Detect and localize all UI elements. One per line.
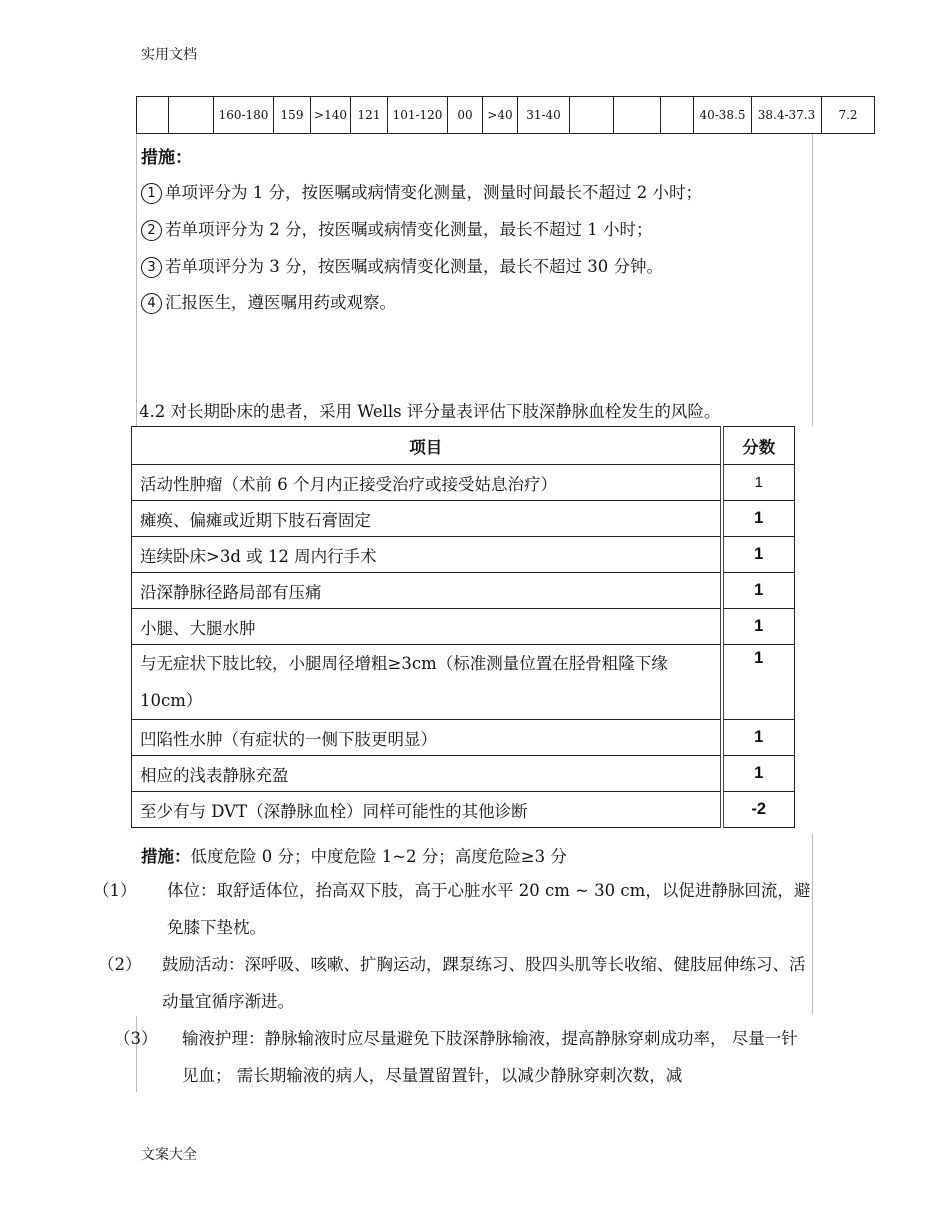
risk-levels — [141, 843, 567, 867]
care-item — [93, 872, 814, 946]
vitals-cell: 101-120 — [388, 97, 448, 133]
table-header-row — [132, 427, 795, 465]
wells-score-table — [131, 426, 795, 828]
row-score: 1 — [722, 756, 795, 792]
care-item — [98, 946, 814, 1020]
row-item: 连续卧床>3d 或 12 周内行手术 — [132, 537, 722, 573]
header-item: 项目 — [132, 427, 722, 465]
row-score: 1 — [722, 645, 795, 720]
row-score: 1 — [722, 720, 795, 756]
row-item: 小腿、大腿水肿 — [132, 609, 722, 645]
measures-frame — [136, 134, 813, 426]
measures-title: 措施： — [141, 148, 192, 168]
circled-number: 4 — [141, 293, 162, 314]
care-text: 体位：取舒适体位，抬高双下肢，高于心脏水平 20 cm ~ 30 cm，以促进静脉回流，避免膝下垫枕。 — [167, 881, 811, 937]
measure-text: 汇报医生，遵医嘱用药或观察。 — [165, 293, 396, 312]
vitals-cell — [661, 97, 694, 133]
row-score: 1 — [722, 537, 795, 573]
row-item: 相应的浅表静脉充盈 — [132, 756, 722, 792]
table-row — [132, 537, 795, 573]
care-num: （1） — [93, 881, 137, 900]
table-row — [132, 465, 795, 501]
measure-text: 若单项评分为 3 分，按医嘱或病情变化测量，最长不超过 30 分钟。 — [165, 257, 663, 276]
circled-number: 1 — [141, 183, 162, 204]
care-text: 输液护理：静脉输液时应尽量避免下肢深静脉输液，提高静脉穿刺成功率， 尽量一针见血； 需长期输液的病人，尽量置留置针，以减少静脉穿刺次数，减 — [182, 1029, 798, 1085]
vitals-row — [136, 96, 875, 134]
vitals-cell: >40 — [483, 97, 518, 133]
row-item: 活动性肿瘤（术前 6 个月内正接受治疗或接受姑息治疗） — [132, 465, 722, 501]
vitals-cell: >140 — [311, 97, 351, 133]
measure-item — [141, 289, 396, 314]
table-row — [132, 501, 795, 537]
measure-item — [141, 179, 702, 204]
table-row — [132, 645, 795, 720]
vitals-cell: 160-180 — [214, 97, 274, 133]
risk-text: 低度危险 0 分；中度危险 1~2 分；高度危险≥3 分 — [190, 847, 567, 866]
vitals-cell — [570, 97, 614, 133]
vitals-cell — [169, 97, 214, 133]
measure-item — [141, 216, 652, 241]
row-item: 凹陷性水肿（有症状的一侧下肢更明显） — [132, 720, 722, 756]
table-row — [132, 573, 795, 609]
section-4-2-heading: 4.2 对长期卧床的患者，采用 Wells 评分量表评估下肢深静脉血栓发生的风险。 — [139, 402, 721, 421]
vitals-cell — [614, 97, 661, 133]
row-item: 沿深静脉径路局部有压痛 — [132, 573, 722, 609]
row-score: 1 — [722, 609, 795, 645]
measure-text: 若单项评分为 2 分，按医嘱或病情变化测量，最长不超过 1 小时； — [165, 220, 653, 239]
row-score: -2 — [722, 792, 795, 828]
vitals-cell — [137, 97, 169, 133]
vitals-cell: 159 — [274, 97, 311, 133]
vitals-cell: 40-38.5 — [694, 97, 752, 133]
row-score: 1 — [722, 465, 795, 501]
circled-number: 3 — [141, 257, 162, 278]
row-score: 1 — [722, 573, 795, 609]
row-item: 至少有与 DVT（深静脉血栓）同样可能性的其他诊断 — [132, 792, 722, 828]
row-item: 瘫痪、偏瘫或近期下肢石膏固定 — [132, 501, 722, 537]
header-score: 分数 — [722, 427, 795, 465]
care-num: （2） — [98, 955, 142, 974]
table-row — [132, 720, 795, 756]
vitals-cell: 31-40 — [518, 97, 570, 133]
care-text: 鼓励活动：深呼吸、咳嗽、扩胸运动，踝泵练习、股四头肌等长收缩、健肢屈伸练习、活动量宜循序渐进。 — [162, 955, 806, 1011]
page-header: 实用文档 — [141, 47, 197, 63]
vitals-cell: 7.2 — [838, 108, 858, 122]
vitals-cell: 38.4-37.3 — [752, 97, 822, 133]
vitals-cell: 00 — [448, 97, 483, 133]
care-item — [114, 1020, 812, 1094]
care-num: （3） — [114, 1029, 158, 1048]
risk-label: 措施： — [141, 847, 191, 866]
table-row — [132, 756, 795, 792]
table-row — [132, 609, 795, 645]
measure-item — [141, 253, 663, 278]
row-item: 与无症状下肢比较，小腿周径增粗≥3cm（标准测量位置在胫骨粗隆下缘 10cm） — [132, 645, 722, 720]
circled-number: 2 — [141, 220, 162, 241]
vitals-cell: 121 — [351, 97, 388, 133]
table-row — [132, 792, 795, 828]
row-score: 1 — [722, 501, 795, 537]
measure-text: 单项评分为 1 分，按医嘱或病情变化测量，测量时间最长不超过 2 小时； — [165, 183, 702, 202]
page-footer: 文案大全 — [141, 1147, 197, 1163]
